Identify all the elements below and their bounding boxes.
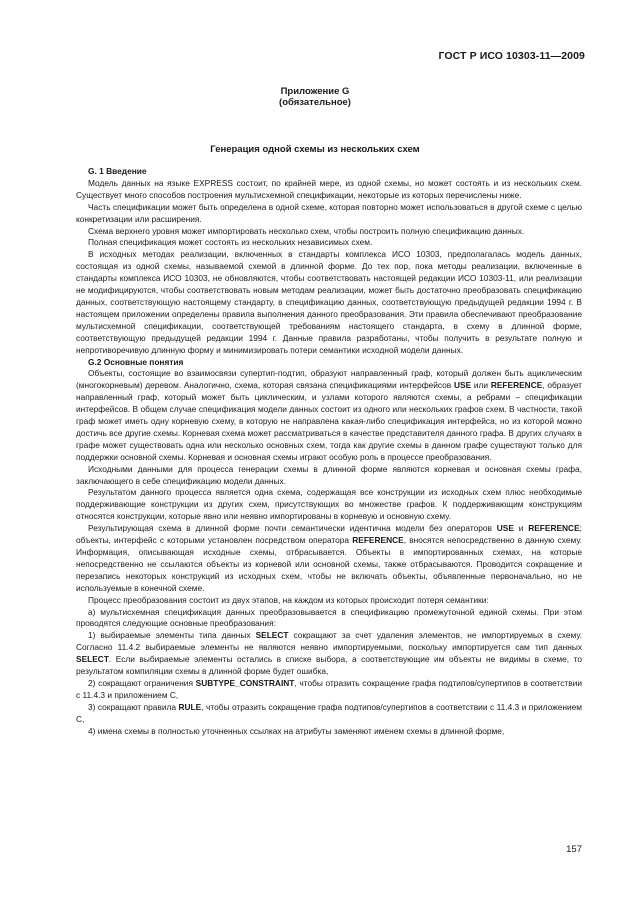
paragraph: Модель данных на языке EXPRESS состоит, по крайней мере, из одной схемы, но может состоять и из нескольких схем. Существует много способов построения мультисхемной спецификации, некоторые из которых перечислены ниже.	[76, 177, 582, 200]
paragraph	[76, 523, 582, 594]
paragraph: Схема верхнего уровня может импортировать несколько схем, чтобы построить полную спецификацию данных.	[88, 225, 525, 236]
document-header: ГОСТ Р ИСО 10303-11—2009	[438, 50, 585, 62]
paragraph: Часть спецификации может быть определена в одной схеме, которая повторно может использоваться в другой схеме с целью конкретизации или расширения.	[76, 201, 582, 224]
text-run: , образует направленный граф, который может быть циклическим, и узлами которого являются схемы, а ребрами – спецификации интерфейсов. В общем случае спецификация модели данных состоит из одного или нескольких графов схем. В частности, такой граф может иметь одну корневую схему, в которую не направлена какая-либо спецификация интерфейса, но из которой можно достичь все другие схемы. Корневая схема может рассматриваться в качестве представителя данного графа. В других случаях в графе может существовать одна или несколько основных схем, тогда как другие схемы в данном графе существуют только для поддержки основной схемы. Корневая и основная схемы играют особую роль в процессе преобразования.	[76, 380, 582, 462]
paragraph: Полная спецификация может состоять из нескольких независимых схем.	[88, 237, 373, 248]
page-number: 157	[566, 844, 582, 855]
text-run: сокращают за счет удаления элементов, не импортируемых в схему. Согласно 11.4.2 выбираемые элементы не являются неявно импортируемыми, поскольку импортируется сам тип данных	[76, 630, 582, 653]
page-title: Генерация одной схемы из нескольких схем	[210, 144, 420, 155]
text-run: 3) сокращают правила	[88, 701, 179, 712]
section-heading: G. 1 Введение	[88, 166, 147, 176]
text-run: , вносятся непосредственно в данную схему. Информация, описывающая исходные схемы, отбрасывается. Объекты в импортированных схемах, на которые непосредственно не ссылаются объекты из корневой или основной схемы, также отбрасываются. Проводится сокращение и перезапись некоторых конструкций из исходных схем, чтобы не включать объекты, объявленные первоначально, но не используемые в конечной схеме.	[76, 535, 582, 593]
keyword: REFERENCE	[528, 523, 580, 534]
section-heading: G.2 Основные понятия	[88, 356, 184, 367]
keyword: SELECT	[76, 654, 109, 665]
paragraph: Исходными данными для процесса генерации схемы в длинной форме являются корневая и основная схемы графа, заключающего в себе спецификацию модели данных.	[76, 463, 582, 486]
list-item	[76, 702, 582, 726]
text-run: 2) сокращают ограничения	[88, 677, 196, 688]
keyword: USE	[453, 380, 472, 391]
keyword: REFERENCE	[490, 380, 543, 391]
keyword: USE	[496, 523, 514, 534]
appendix-type: (обязательное)	[279, 97, 351, 108]
keyword: SELECT	[255, 630, 289, 641]
text-run: ; объекты, интерфейс с которыми установлен посредством оператора	[76, 523, 582, 546]
paragraph: Процесс преобразования состоит из двух этапов, на каждом из которых происходит потеря семантики:	[88, 594, 489, 605]
list-item	[76, 678, 582, 702]
paragraph	[76, 368, 582, 463]
text-run: . Если выбираемые элементы остались в списке выбора, а соответствующие им объекты не видимы в схеме, то результатом компиляции схемы в длинной форме будет ошибка,	[76, 654, 582, 677]
list-item: а) мультисхемная спецификация данных преобразовывается в спецификацию промежуточной единой схемы. При этом проводятся следующие основные преобразования:	[76, 606, 582, 629]
text-run: и	[513, 523, 529, 534]
keyword: REFERENCE	[352, 535, 404, 546]
appendix-name: Приложение G	[280, 86, 350, 97]
text-run: , чтобы отразить сокращение графа подтипов/супертипов в соответствии с 11.4.3 и приложением С,	[76, 701, 582, 724]
list-item	[76, 630, 582, 678]
text-run: или	[471, 380, 491, 391]
text-run: Объекты, состоящие во взаимосвязи супертип-подтип, образуют направленный граф, который должен быть ацикличеcким (многокорневым) деревом. Аналогично, схема, которая связана спецификациями интерфейсов	[76, 368, 582, 391]
keyword: RULE	[178, 701, 202, 712]
appendix-heading	[0, 86, 630, 108]
document-body	[76, 166, 582, 738]
text-run: , чтобы отразить сокращение графа подтипов/супертипов в соответствии с 11.4.3 и приложением С,	[76, 677, 582, 700]
paragraph: Результатом данного процесса является одна схема, содержащая все конструкции из исходных схем плюс необходимые поддерживающие конструкции из других схем, присутствующих во множестве графов. К поддерживающим конструкциям относятся конструкции, которые явно или неявно импортированы в корневую и основную схему.	[76, 487, 582, 522]
list-item: 4) имена схемы в полностью уточненных ссылках на атрибуты заменяют именем схемы в длинной форме,	[88, 725, 505, 736]
text-run: Результирующая схема в длинной форме почти семантически идентична модели без операторов	[88, 523, 497, 534]
paragraph: В исходных методах реализации, включенных в стандарты комплекса ИСО 10303, предполагалась модель данных, состоящая из одной схемы, называемой схемой в длинной форме. До тех пор, пока методы реализации, включенные в стандарты комплекса ИСО 10303, не обновляются, чтобы соответствовать настоящей редакции ИСО 10303-11, или реализации не модифицируются, чтобы соответствовать новым методам реализации, может быть достаточно преобразовать спецификацию данных, соответствующую настоящему стандарту, в спецификацию данных, соответствующую предыдущей редакции 1994 г. В настоящем приложении определены правила выполнения данного преобразования. Эти правила обеспечивают преобразование мультисхемной спецификации, соответствующей требованиям настоящего стандарта, в схему в длинной форме, соответствующую предыдущей редакции 1994 г. Данные правила разработаны, чтобы получить в результате полную и непротиворечивую длинную форму и минимизировать потери семантики исходной модели данных.	[76, 249, 582, 355]
keyword: SUBTYPE_CONSTRAINT	[195, 677, 295, 688]
text-run: 1) выбираемые элементы типа данных	[88, 630, 256, 641]
